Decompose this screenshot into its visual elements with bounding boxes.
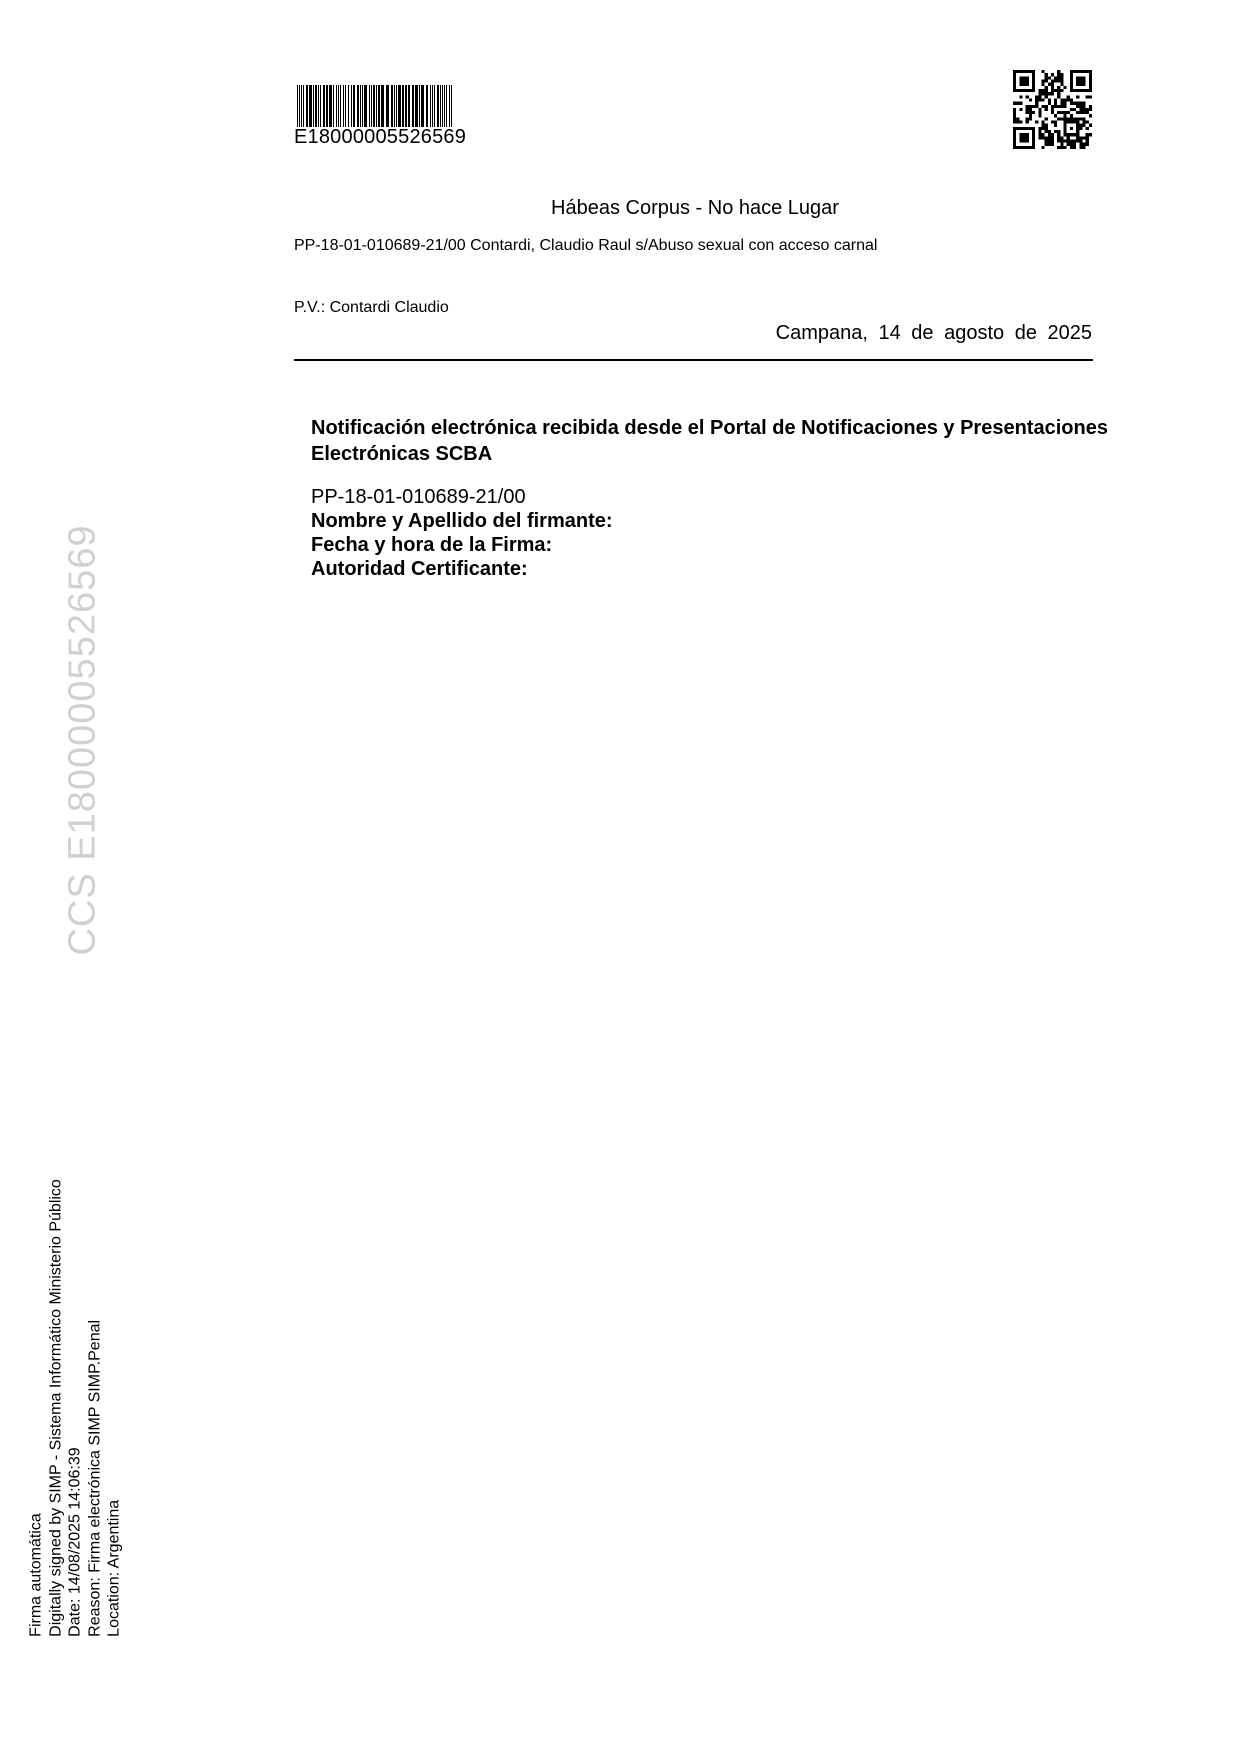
qr-code-icon xyxy=(1013,70,1092,149)
signature-line: Reason: Firma electrónica SIMP SIMP.Penal xyxy=(85,1319,103,1637)
signature-line: Date: 14/08/2025 14:06:39 xyxy=(66,1447,84,1637)
signature-line: Firma automática xyxy=(27,1513,45,1637)
barcode-number: E18000005526569 xyxy=(294,126,467,148)
certifying-authority-label: Autoridad Certificante: xyxy=(311,558,528,580)
digital-signature-block xyxy=(26,1179,124,1637)
signature-line: Digitally signed by SIMP - Sistema Informático Ministerio Público xyxy=(46,1179,64,1637)
notification-heading: Notificación electrónica recibida desde el Portal de Notificaciones y Presentaciones Electrónicas SCBA xyxy=(311,417,1108,465)
signature-datetime-label: Fecha y hora de la Firma: xyxy=(311,534,553,556)
vertical-watermark: CCS E18000005526569 xyxy=(61,524,104,956)
signer-name-label: Nombre y Apellido del firmante: xyxy=(311,510,613,532)
document-title: Hábeas Corpus - No hace Lugar xyxy=(551,197,839,219)
header-divider xyxy=(294,359,1093,361)
victim-reference: P.V.: Contardi Claudio xyxy=(294,299,449,316)
place-date: Campana, 14 de agosto de 2025 xyxy=(775,322,1092,344)
case-reference: PP-18-01-010689-21/00 Contardi, Claudio Raul s/Abuso sexual con acceso carnal xyxy=(294,237,878,254)
barcode xyxy=(297,85,455,127)
notification-case-number: PP-18-01-010689-21/00 xyxy=(311,486,526,508)
signature-line: Location: Argentina xyxy=(105,1499,123,1637)
